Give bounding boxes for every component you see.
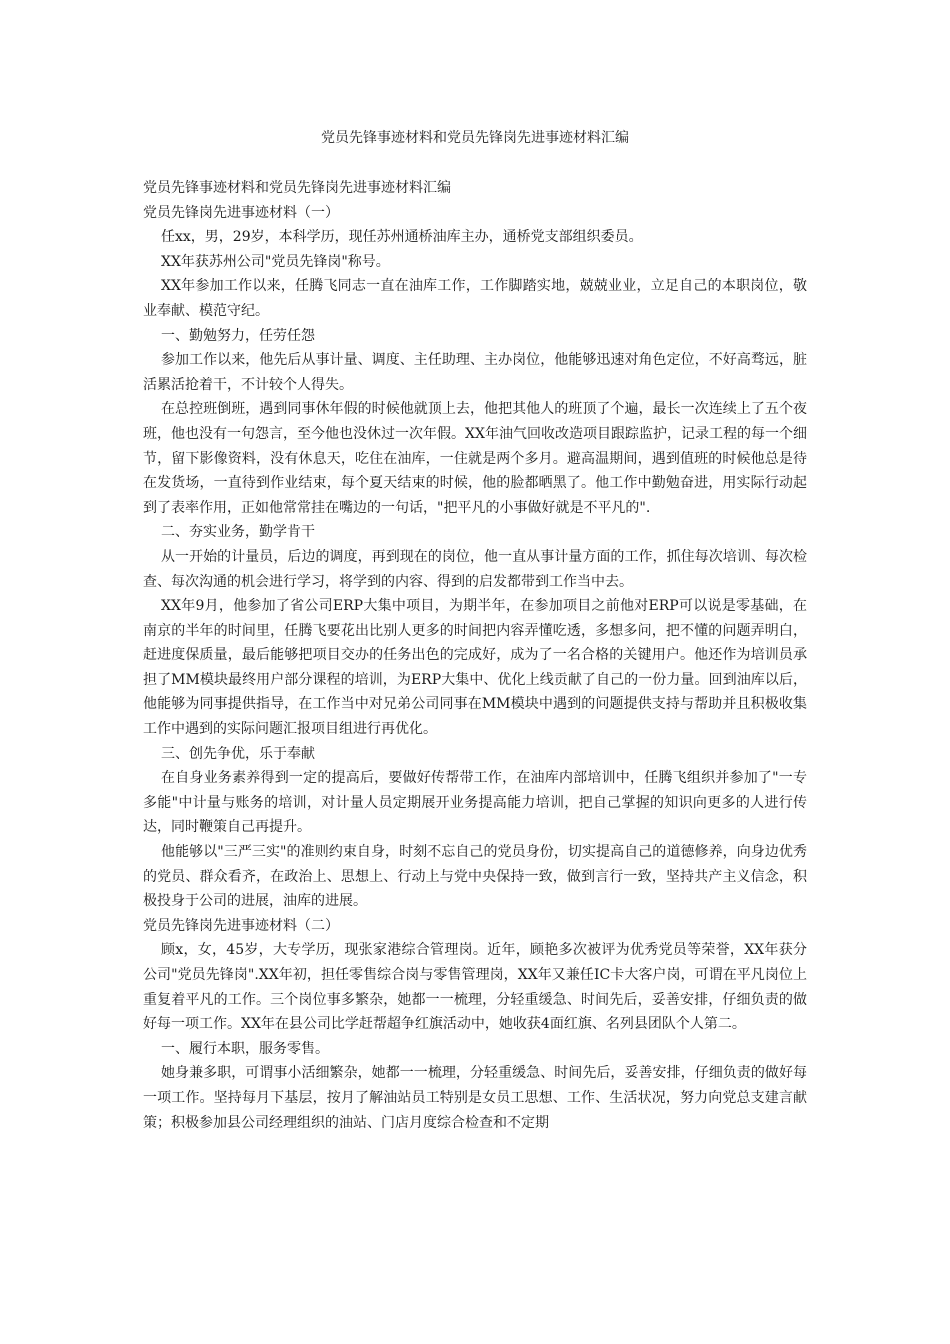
paragraph: 党员先锋事迹材料和党员先锋岗先进事迹材料汇编	[143, 180, 451, 196]
paragraph: 从一开始的计量员，后边的调度，再到现在的岗位，他一直从事计量方面的工作，抓住每次培训、每次检查、每次沟通的机会进行学习，将学到的内容、得到的启发都带到工作当中去。	[143, 548, 807, 590]
paragraph: 党员先锋岗先进事迹材料（一）	[143, 204, 339, 221]
paragraph: 她身兼多职，可谓事小活细繁杂，她都一一梳理，分轻重缓急、时间先后，妥善安排，仔细负责的做好每一项工作。坚持每月下基层，按月了解油站员工特别是女员工思想、工作、生活状况，努力向党总支建言献策；积极参加县公司经理组织的油站、门店月度综合检查和不定期	[143, 1065, 807, 1131]
paragraph: 参加工作以来，他先后从事计量、调度、主任助理、主办岗位，他能够迅速对角色定位，不好高骛远，脏活累活抢着干，不计较个人得失。	[143, 352, 807, 393]
paragraph: 顾x，女，45岁，大专学历，现张家港综合管理岗。近年，顾艳多次被评为优秀党员等荣誉，XX年获分公司"党员先锋岗".XX年初，担任零售综合岗与零售管理岗，XX年又兼任IC卡大客户岗，可谓在平凡岗位上重复着平凡的工作。三个岗位事多繁杂，她都一一梳理，分轻重缓急、时间先后，妥善安排，仔细负责的做好每一项工作。XX年在县公司比学赶帮超争红旗活动中，她收获4面红旗、名列县团队个人第二。	[143, 942, 807, 1033]
paragraph: 二、夯实业务，勤学肯干	[161, 524, 315, 541]
paragraph: XX年参加工作以来，任腾飞同志一直在油库工作，工作脚踏实地，兢兢业业，立足自己的本职岗位，敬业奉献、模范守纪。	[143, 278, 807, 319]
paragraph: 三、创先争优，乐于奉献	[161, 745, 315, 762]
paragraph: 党员先锋岗先进事迹材料（二）	[143, 917, 339, 934]
paragraph: 一、履行本职，服务零售。	[161, 1040, 329, 1057]
paragraph: XX年获苏州公司"党员先锋岗"称号。	[161, 253, 390, 270]
document-body	[143, 176, 807, 1135]
paragraph: 任xx，男，29岁，本科学历，现任苏州通桥油库主办，通桥党支部组织委员。	[161, 229, 643, 246]
paragraph: 一、勤勉努力，任劳任怨	[161, 327, 315, 344]
paragraph: 在总控班倒班，遇到同事休年假的时候他就顶上去，他把其他人的班顶了个遍，最长一次连续上了五个夜班，他也没有一句怨言，至今他也没休过一次年假。XX年油气回收改造项目跟踪监护，记录工程的每一个细节，留下影像资料，没有休息天，吃住在油库，一住就是两个多月。避高温期间，遇到值班的时候他总是待在发货场，一直待到作业结束，每个夏天结束的时候，他的脸都晒黑了。他工作中勤勉奋进，用实际行动起到了表率作用，正如他常常挂在嘴边的一句话，"把平凡的小事做好就是不平凡的".	[143, 401, 807, 516]
document-title: 党员先锋事迹材料和党员先锋岗先进事迹材料汇编	[321, 130, 629, 146]
paragraph: XX年9月，他参加了省公司ERP大集中项目，为期半年，在参加项目之前他对ERP可以说是零基础，在南京的半年的时间里，任腾飞要花出比别人更多的时间把内容弄懂吃透，多想多问，把不懂的问题弄明白，赶进度保质量，最后能够把项目交办的任务出色的完成好，成为了一名合格的关键用户。他还作为培训员承担了MM模块最终用户部分课程的培训，为ERP大集中、优化上线贡献了自己的一份力量。回到油库以后，他能够为同事提供指导，在工作当中对兄弟公司同事在MM模块中遇到的问题提供支持与帮助并且积极收集工作中遇到的实际问题汇报项目组进行再优化。	[143, 598, 807, 738]
paragraph: 他能够以"三严三实"的准则约束自身，时刻不忘自己的党员身份，切实提高自己的道德修养，向身边优秀的党员、群众看齐，在政治上、思想上、行动上与党中央保持一致，做到言行一致，坚持共产主义信念，积极投身于公司的进展，油库的进展。	[143, 844, 807, 910]
paragraph: 在自身业务素养得到一定的提高后，要做好传帮带工作，在油库内部培训中，任腾飞组织并参加了"一专多能"中计量与账务的培训，对计量人员定期展开业务提高能力培训，把自己掌握的知识向更多的人进行传达，同时鞭策自己再提升。	[143, 770, 807, 836]
